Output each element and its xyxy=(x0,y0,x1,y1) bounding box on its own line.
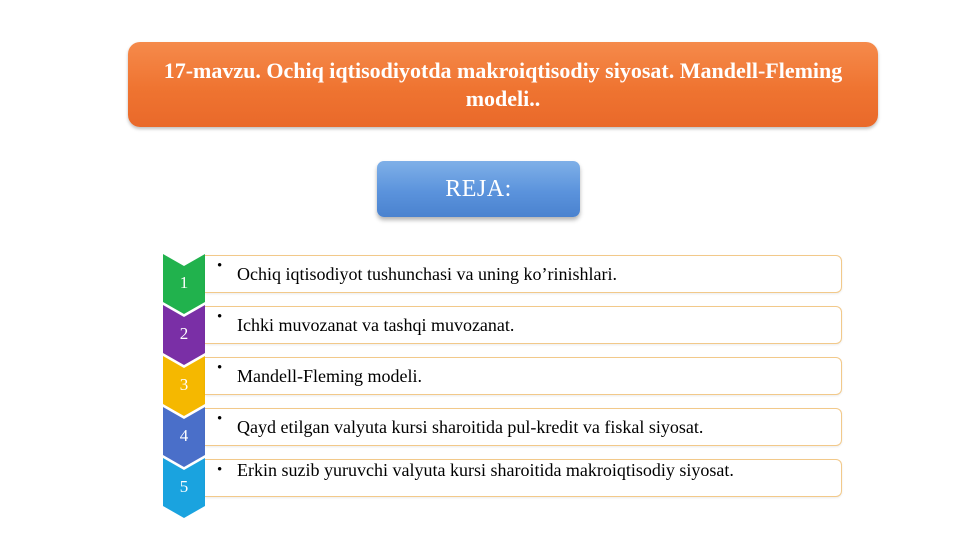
plan-text: Mandell-Fleming modeli. xyxy=(237,366,422,386)
plan-item xyxy=(0,356,961,407)
plan-row xyxy=(205,306,842,344)
plan-row xyxy=(205,459,842,497)
plan-text: Qayd etilgan valyuta kursi sharoitida pul-kredit va fiskal siyosat. xyxy=(237,417,704,437)
bullet-icon: • xyxy=(217,360,223,376)
plan-row xyxy=(205,255,842,293)
plan-text: Ochiq iqtisodiyot tushunchasi va uning ko’rinishlari. xyxy=(237,264,617,284)
reja-label: REJA: xyxy=(445,175,512,202)
plan-number: 3 xyxy=(179,375,189,394)
plan-item xyxy=(0,254,961,305)
plan-row xyxy=(205,357,842,395)
bullet-icon: • xyxy=(217,309,223,325)
slide-title: 17-mavzu. Ochiq iqtisodiyotda makroiqtisodiy siyosat. Mandell-Fleming modeli.. xyxy=(163,57,843,111)
bullet-icon: • xyxy=(217,411,223,427)
plan-text: Erkin suzib yuruvchi valyuta kursi sharoitida makroiqtisodiy siyosat. xyxy=(237,460,734,480)
plan-item xyxy=(0,458,961,509)
plan-number: 1 xyxy=(179,273,189,292)
plan-number: 5 xyxy=(179,477,189,496)
plan-item xyxy=(0,305,961,356)
bullet-icon: • xyxy=(217,258,223,274)
plan-row xyxy=(205,408,842,446)
bullet-icon: • xyxy=(217,462,223,478)
plan-number: 4 xyxy=(179,426,189,445)
plan-text: Ichki muvozanat va tashqi muvozanat. xyxy=(237,315,515,335)
plan-number: 2 xyxy=(179,324,189,343)
plan-item xyxy=(0,407,961,458)
